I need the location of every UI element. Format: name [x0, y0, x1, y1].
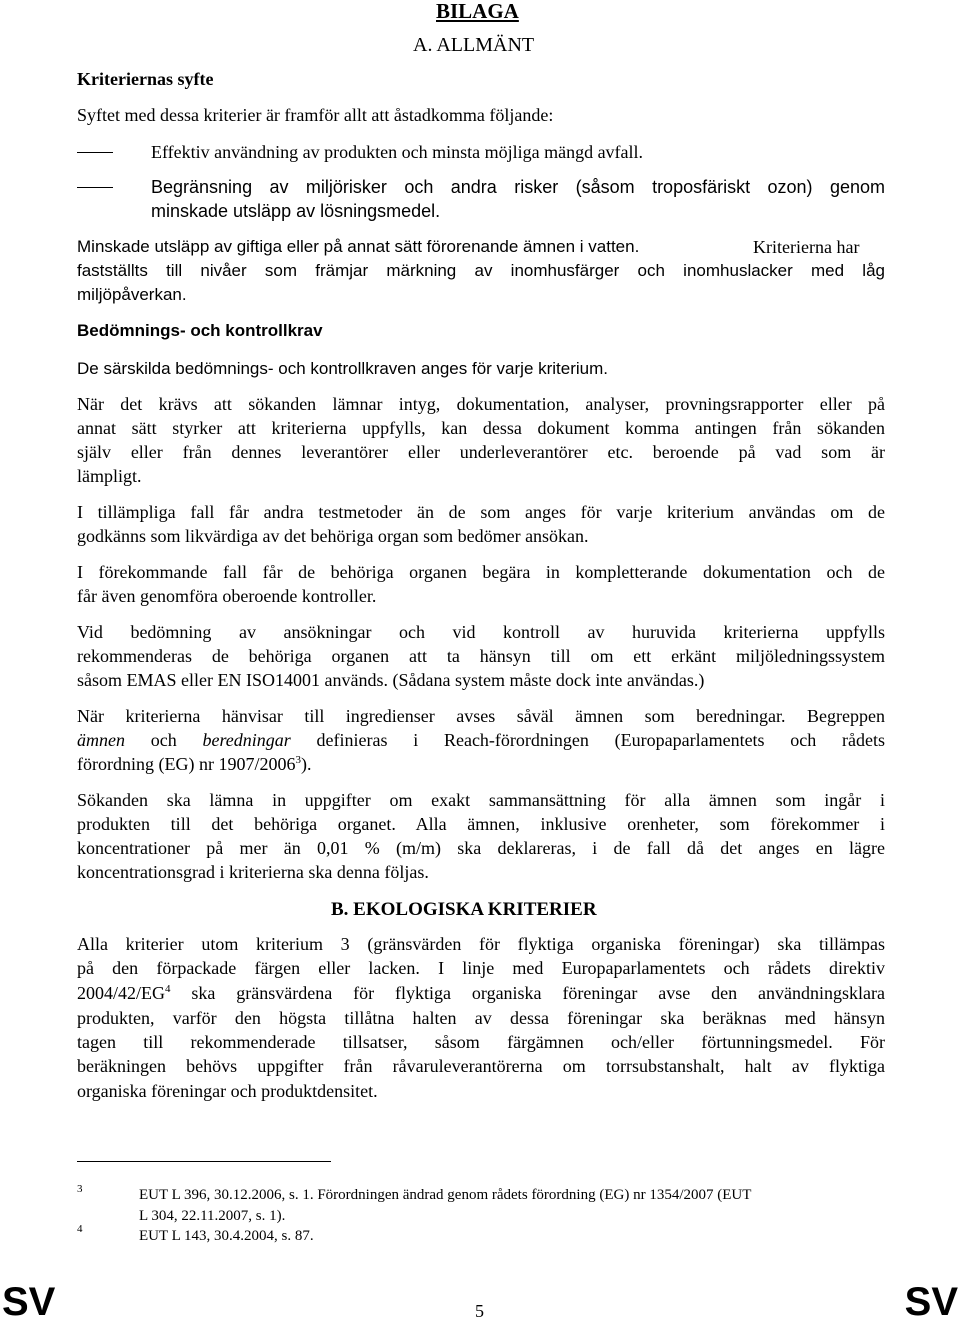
annex-title: BILAGA	[436, 0, 519, 23]
paragraph-line: såsom EMAS eller EN ISO14001 används. (Sådana system måste dock inte användas.)	[77, 670, 705, 690]
section-b-line: på den förpackade färgen eller lacken. I linje med Europaparlamentets och rådets direktiv	[77, 958, 885, 978]
footnote-3-text-cont: L 304, 22.11.2007, s. 1).	[139, 1208, 286, 1224]
footnote-separator	[77, 1161, 331, 1162]
section-b-text: ska gränsvärdena för flyktiga organiska föreningar avse den användningsklara	[191, 983, 886, 1003]
section-b-line: tagen till rekommenderade tillsatser, såsom färgämnen och/eller förtunningsmedel. För	[77, 1032, 885, 1052]
body-line: miljöpåverkan.	[77, 285, 187, 304]
list-item: Minskade utsläpp av giftiga eller på annat sätt förorenande ämnen i vatten.	[77, 237, 640, 256]
paragraph-line: annat sätt styrker att kriterierna uppfylls, kan dessa dokument komma antingen från sökanden	[77, 418, 885, 438]
term-amnen: ämnen	[77, 730, 125, 750]
assessment-heading: Bedömnings- och kontrollkrav	[77, 321, 323, 340]
purpose-heading: Kriteriernas syfte	[77, 69, 214, 89]
paragraph-line: koncentrationer på mer än 0,01 % (m/m) ska deklareras, i de fall då det anges en lägre	[77, 838, 885, 858]
word-och: och	[150, 730, 177, 750]
paragraph-line: får även genomföra oberoende kontroller.	[77, 586, 377, 606]
footnote-3-number: 3	[77, 1183, 83, 1195]
directive-ref: $2004/42/EG^4$	[77, 983, 171, 1003]
paragraph-line: Sökanden ska lämna in uppgifter om exakt sammansättning för alla ämnen som ingår i	[77, 790, 885, 810]
footnote-ref-3[interactable]: 3	[295, 754, 301, 766]
regulation-ref: förordning (EG) nr 1907/2006	[77, 754, 296, 774]
language-code-right: SV	[904, 1280, 958, 1324]
language-code-left: SV	[2, 1280, 56, 1324]
paragraph-line: produkten till det behöriga organet. Alla ämnen, inklusive orenheter, som förekommer i	[77, 814, 885, 834]
paragraph-line	[77, 730, 885, 750]
regulation-ref-end: ).	[300, 754, 312, 774]
definition-text: definieras i Reach-förordningen (Europaparlamentets och rådets	[316, 730, 885, 750]
section-b-line: Alla kriterier utom kriterium 3 (gränsvärden för flyktiga organiska föreningar) ska tillämpas	[77, 934, 885, 954]
footnote-3-text: EUT L 396, 30.12.2006, s. 1. Förordningen ändrad genom rådets förordning (EG) nr 1354/2007 (EUT	[139, 1187, 752, 1203]
footnote-4-number: 4	[77, 1223, 83, 1235]
paragraph-line: När det krävs att sökanden lämnar intyg, dokumentation, analyser, provningsrapporter eller på	[77, 394, 885, 414]
section-b-line: beräkningen behövs uppgifter från råvaruleverantörerna om torrsubstanshalt, halt av flyktiga	[77, 1056, 885, 1076]
list-item: Begränsning av miljörisker och andra risker (såsom troposfäriskt ozon) genom	[151, 177, 885, 197]
list-item: Effektiv användning av produkten och minsta möjliga mängd avfall.	[151, 142, 644, 162]
dash-icon	[77, 187, 113, 188]
paragraph-line: rekommenderas de behöriga organen att ta hänsyn till om ett erkänt miljöledningssystem	[77, 646, 885, 666]
section-b-title: B. EKOLOGISKA KRITERIER	[331, 899, 597, 920]
criteria-set-text: Kriterierna har	[753, 237, 860, 257]
term-beredningar: beredningar	[202, 730, 291, 750]
paragraph-line: koncentrationsgrad i kriterierna ska denna följas.	[77, 862, 429, 882]
dash-icon	[77, 152, 113, 153]
body-line: fastställts till nivåer som främjar märkning av inomhusfärger och inomhuslacker med låg	[77, 261, 885, 280]
paragraph-line: I tillämpliga fall får andra testmetoder än de som anges för varje kriterium användas om de	[77, 502, 885, 522]
paragraph-line: Vid bedömning av ansökningar och vid kontroll av huruvida kriterierna uppfylls	[77, 622, 885, 642]
section-b-line: produkten, varför den högsta tillåtna halten av dessa föreningar ska beräknas med hänsyn	[77, 1008, 885, 1028]
footnote-4-text: EUT L 143, 30.4.2004, s. 87.	[139, 1228, 314, 1244]
paragraph-line: själv eller från dennes leverantörer eller underleverantörer etc. beroende på vad som är	[77, 442, 885, 462]
paragraph-line: När kriterierna hänvisar till ingredienser avses såväl ämnen som beredningar. Begreppen	[77, 706, 885, 726]
paragraph-line: lämpligt.	[77, 466, 142, 486]
paragraph-line: godkänns som likvärdiga av det behöriga organ som bedömer ansökan.	[77, 526, 589, 546]
paragraph-line	[77, 754, 311, 774]
section-b-line	[77, 983, 885, 1003]
list-item-continued: minskade utsläpp av lösningsmedel.	[151, 201, 441, 221]
page-number: 5	[475, 1301, 484, 1321]
section-b-line: organiska föreningar och produktdensitet.	[77, 1081, 378, 1101]
intro-text: Syftet med dessa kriterier är framför allt att åstadkomma följande:	[77, 105, 554, 125]
footnote-ref-4[interactable]: 4	[165, 983, 171, 995]
section-a-title: A. ALLMÄNT	[413, 34, 535, 56]
assessment-text: De särskilda bedömnings- och kontrollkraven anges för varje kriterium.	[77, 359, 609, 378]
paragraph-line: I förekommande fall får de behöriga organen begära in kompletterande dokumentation och de	[77, 562, 885, 582]
